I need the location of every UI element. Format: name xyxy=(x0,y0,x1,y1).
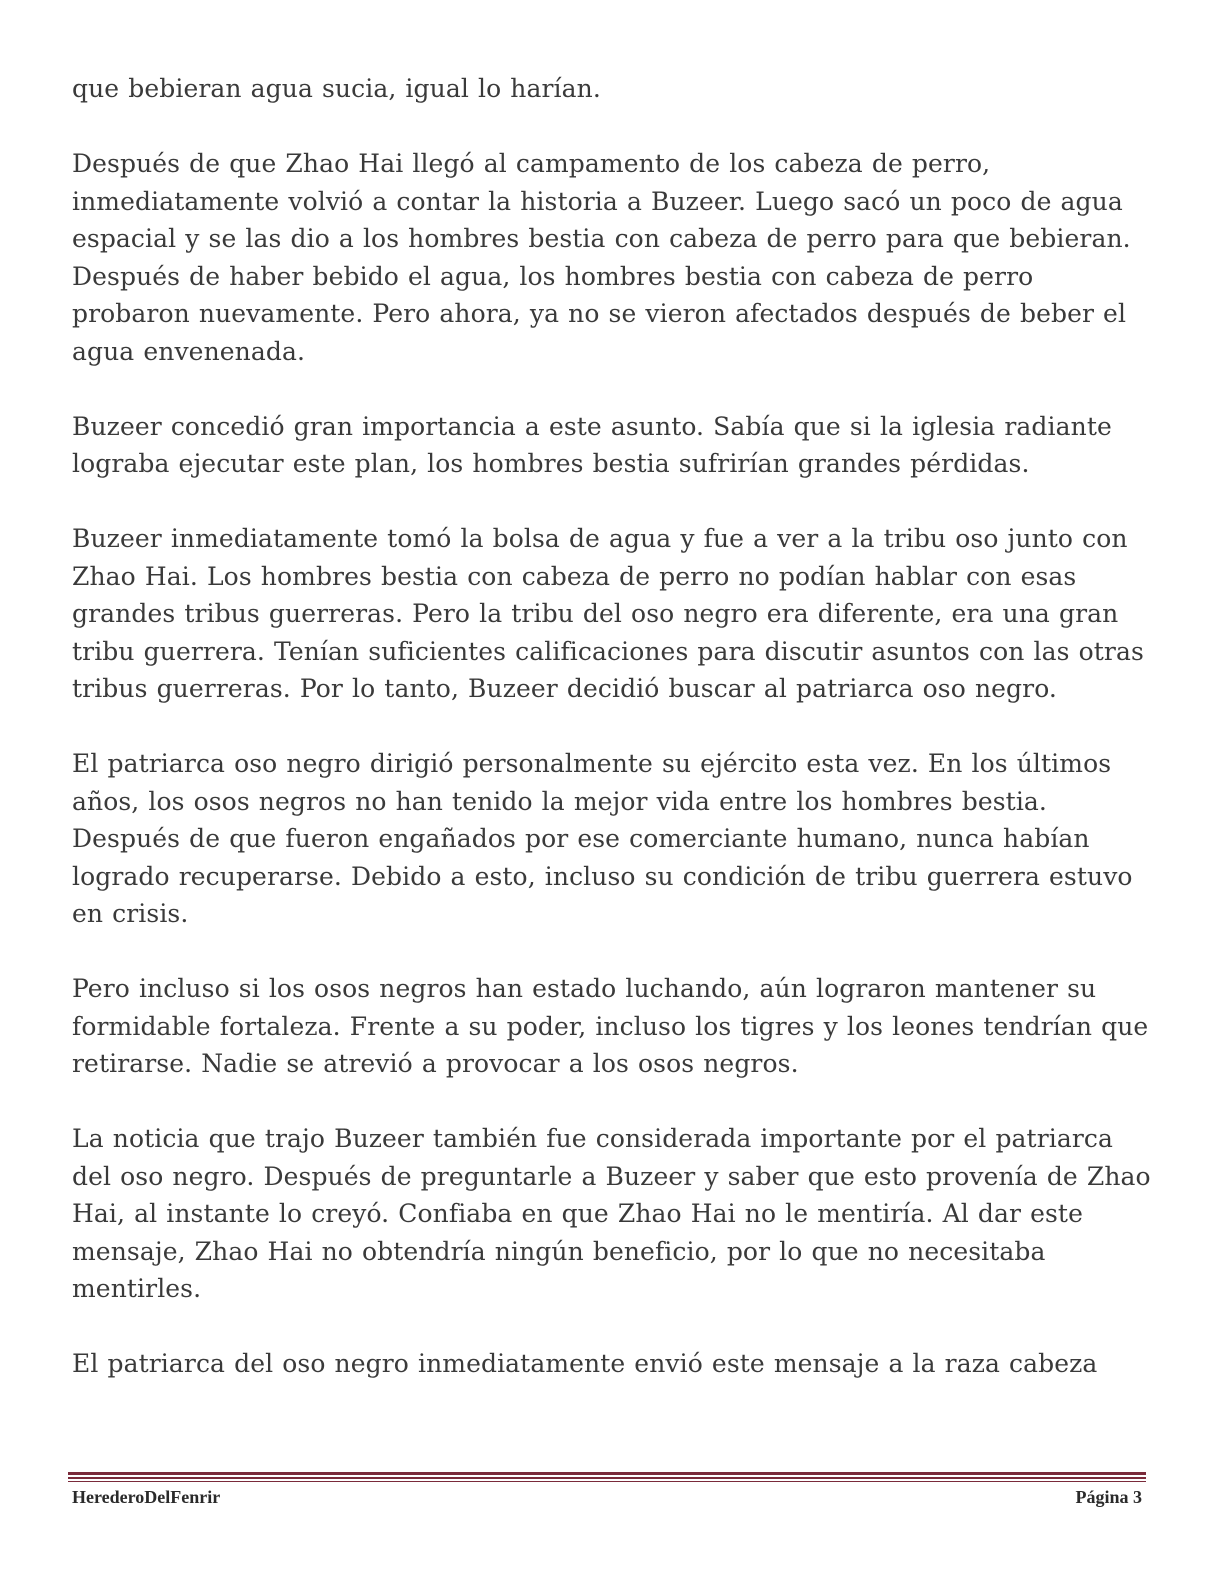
footer-divider-thick xyxy=(68,1472,1146,1475)
paragraph-1: que bebieran agua sucia, igual lo harían. xyxy=(72,74,601,103)
page-body xyxy=(72,70,1152,1420)
page-footer xyxy=(72,1487,1142,1508)
paragraph-3: Buzeer concedió gran importancia a este asunto. Sabía que si la iglesia radiante lograba ejecutar este plan, los hombres bestia sufrirían grandes pérdidas. xyxy=(72,411,1112,478)
paragraph-8: El patriarca del oso negro inmediatamente envió este mensaje a la raza cabeza xyxy=(72,1349,1098,1378)
footer-author: HerederoDelFenrir xyxy=(72,1487,221,1507)
paragraph-6: Pero incluso si los osos negros han estado luchando, aún lograron mantener su formidable fortaleza. Frente a su poder, incluso los tigres y los leones tendrían que retirarse. Nadie se atrevió a provocar a los osos negros. xyxy=(72,974,1149,1078)
paragraph-2: Después de que Zhao Hai llegó al campamento de los cabeza de perro, inmediatamente volvió a contar la historia a Buzeer. Luego sacó un poco de agua espacial y se las dio a los hombres bestia con cabeza de perro para que bebieran. Después de haber bebido el agua, los hombres bestia con cabeza de perro probaron nuevamente. Pero ahora, ya no se vieron afectados después de beber el agua envenenada. xyxy=(72,149,1131,366)
paragraph-7: La noticia que trajo Buzeer también fue considerada importante por el patriarca del oso negro. Después de preguntarle a Buzeer y saber que esto provenía de Zhao Hai, al instante lo creyó. Confiaba en que Zhao Hai no le mentiría. Al dar este mensaje, Zhao Hai no obtendría ningún beneficio, por lo que no necesitaba mentirles. xyxy=(72,1124,1151,1303)
paragraph-5: El patriarca oso negro dirigió personalmente su ejército esta vez. En los últimos años, los osos negros no han tenido la mejor vida entre los hombres bestia. Después de que fueron engañados por ese comerciante humano, nunca habían logrado recuperarse. Debido a esto, incluso su condición de tribu guerrera estuvo en crisis. xyxy=(72,749,1133,928)
footer-divider-middle xyxy=(68,1477,1146,1479)
paragraph-4: Buzeer inmediatamente tomó la bolsa de agua y fue a ver a la tribu oso junto con Zhao Hai. Los hombres bestia con cabeza de perro no podían hablar con esas grandes tribus guerreras. Pero la tribu del oso negro era diferente, era una gran tribu guerrera. Tenían suficientes calificaciones para discutir asuntos con las otras tribus guerreras. Por lo tanto, Buzeer decidió buscar al patriarca oso negro. xyxy=(72,524,1144,703)
footer-page-number: Página 3 xyxy=(1075,1487,1142,1507)
footer-divider-thin xyxy=(68,1481,1146,1482)
